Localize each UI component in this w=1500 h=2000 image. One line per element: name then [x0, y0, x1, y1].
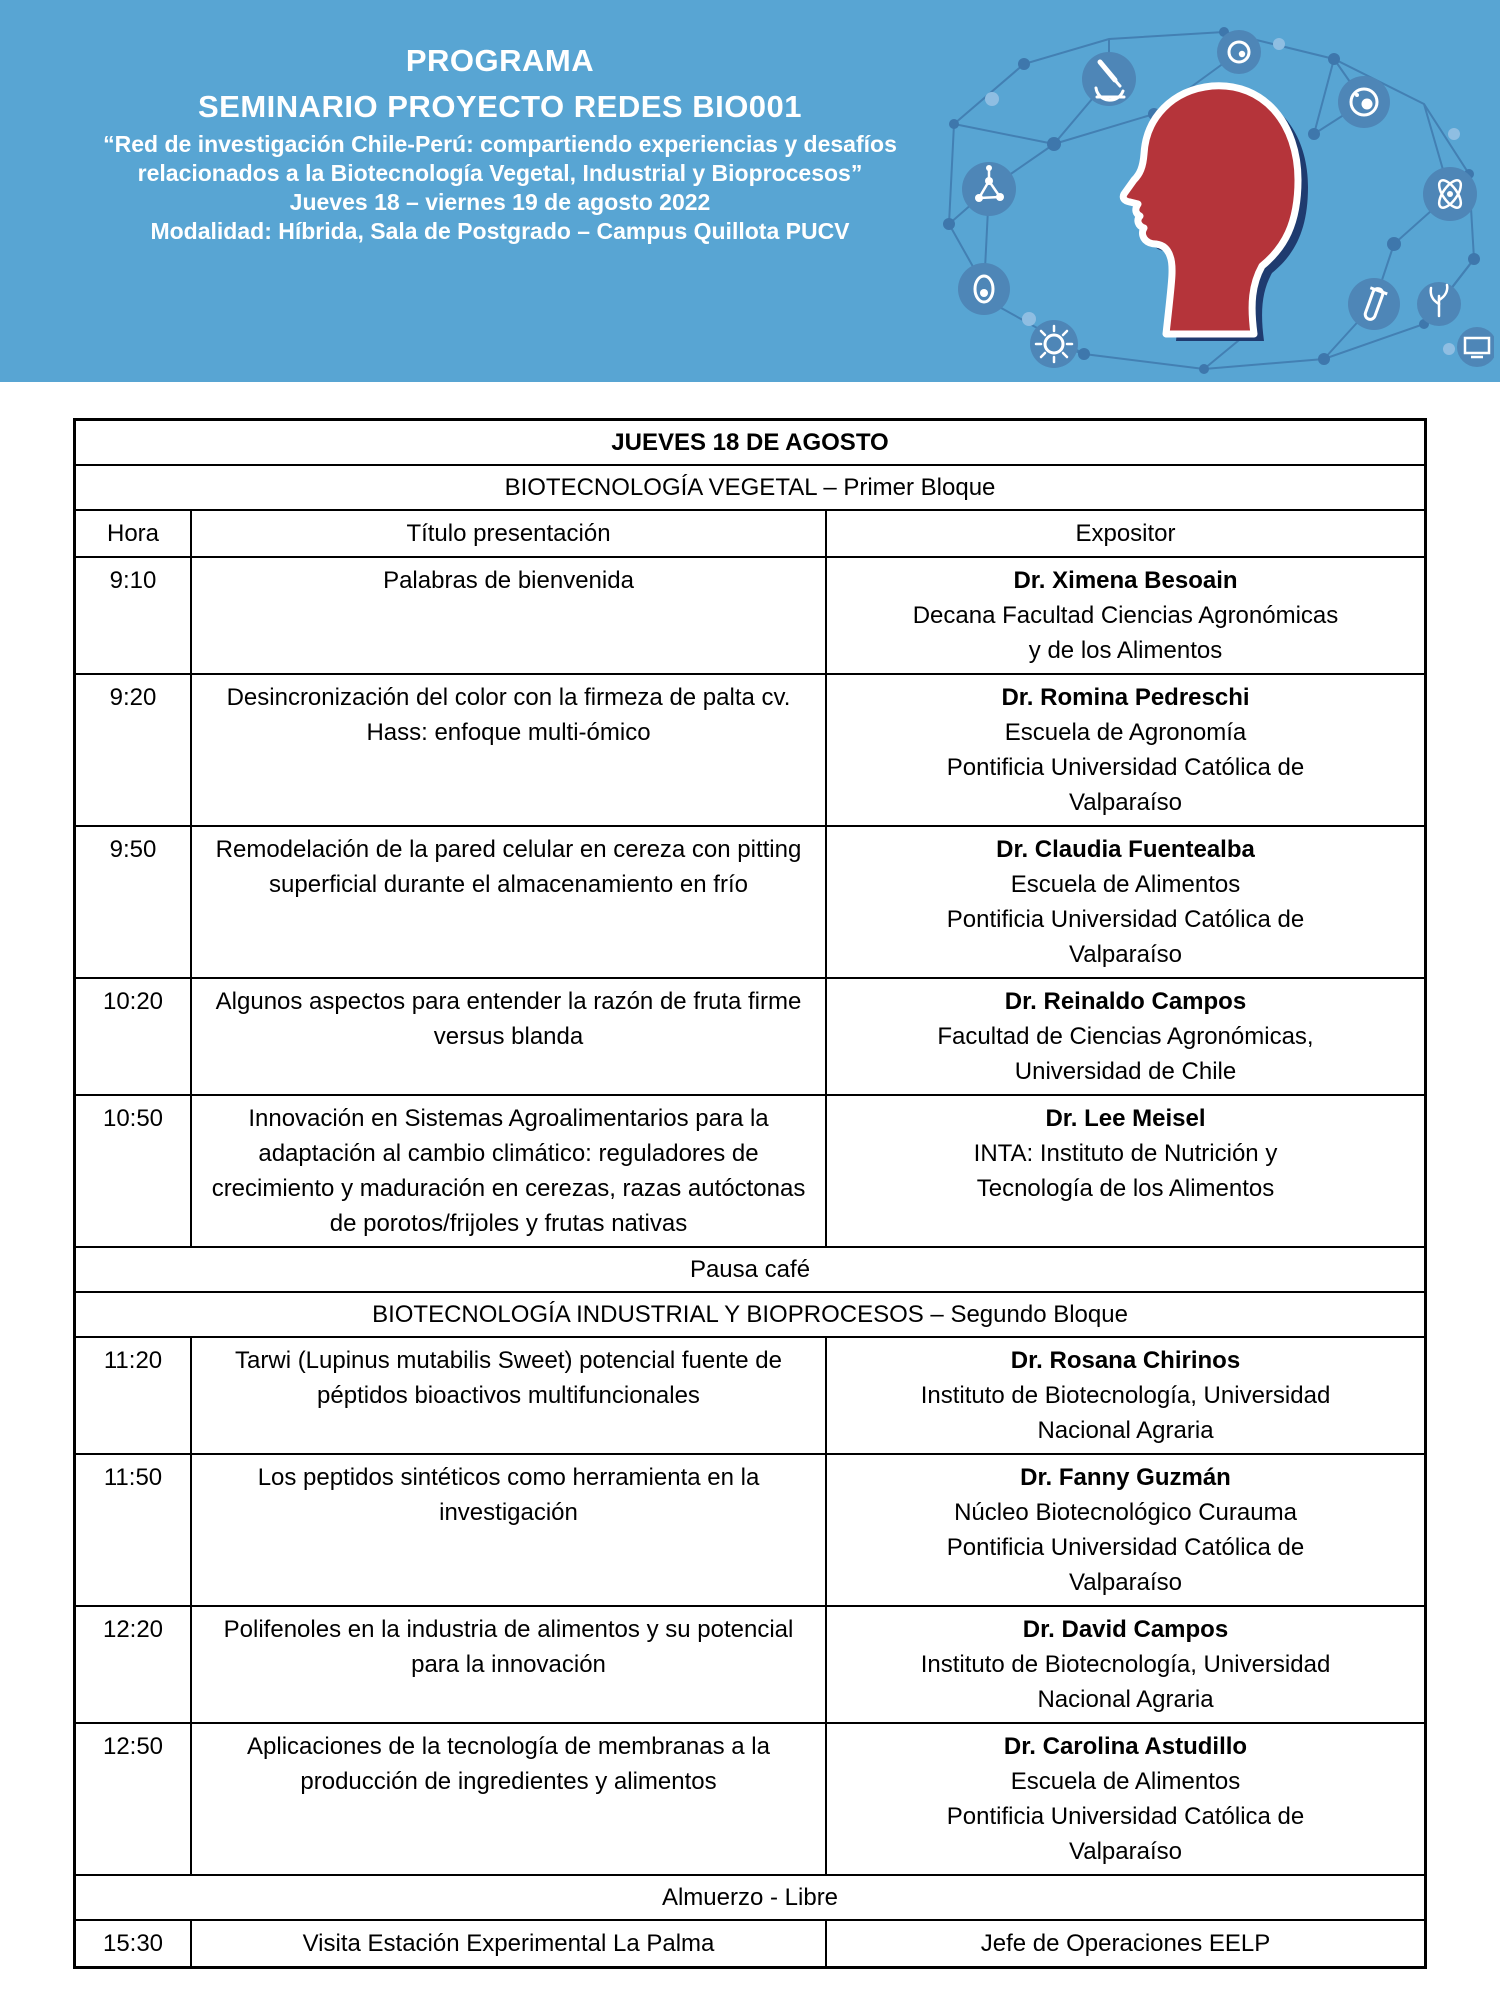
- affiliation-line: Valparaíso: [1069, 789, 1182, 816]
- time-cell: 12:50: [76, 1724, 192, 1874]
- affiliation-line: Facultad de Ciencias Agronómicas,: [937, 1023, 1314, 1050]
- affiliation-line: Pontificia Universidad Católica de: [946, 1534, 1305, 1561]
- column-header-hora: Hora: [76, 511, 192, 556]
- affiliation-line: Tecnología de los Alimentos: [976, 1175, 1275, 1202]
- title-cell: [192, 979, 827, 1094]
- title-line: Aplicaciones de la tecnología de membranas a la: [247, 1733, 770, 1760]
- affiliation-line: Decana Facultad Ciencias Agronómicas: [912, 602, 1339, 629]
- title-line: Remodelación de la pared celular en cereza con pitting: [215, 836, 802, 863]
- speaker-cell: [827, 979, 1424, 1094]
- title-line: Hass: enfoque multi-ómico: [366, 719, 651, 746]
- column-headers-row: [76, 509, 1424, 556]
- affiliation-line: Jefe de Operaciones EELP: [980, 1930, 1271, 1957]
- time-cell: 9:20: [76, 675, 192, 825]
- session-row: [76, 1094, 1424, 1246]
- title-cell: [192, 1338, 827, 1453]
- session-row: [76, 1336, 1424, 1453]
- plant-sprig-icon: [1417, 282, 1461, 326]
- time-cell: 12:20: [76, 1607, 192, 1722]
- affiliation-line: Universidad de Chile: [1014, 1058, 1237, 1085]
- head-face: [1123, 86, 1298, 334]
- affiliation-line: Pontificia Universidad Católica de: [946, 906, 1305, 933]
- time-cell: 11:50: [76, 1455, 192, 1605]
- session-row: [76, 1919, 1424, 1966]
- speaker-cell: [827, 1455, 1424, 1605]
- speaker-cell: [827, 1096, 1424, 1246]
- title-banner: [0, 0, 1500, 382]
- title-line: investigación: [439, 1499, 578, 1526]
- nucleus-cell-icon: [1338, 76, 1390, 128]
- time-cell: 10:20: [76, 979, 192, 1094]
- affiliation-line: Nacional Agraria: [1037, 1686, 1214, 1713]
- title-cell: [192, 1724, 827, 1874]
- seminar-title: SEMINARIO PROYECTO REDES BIO001: [197, 89, 803, 124]
- speaker-cell: [827, 675, 1424, 825]
- session-row: [76, 556, 1424, 673]
- avocado-icon: [958, 263, 1010, 315]
- speaker-cell: [827, 1607, 1424, 1722]
- session-row: [76, 673, 1424, 825]
- affiliation-line: Núcleo Biotecnológico Curauma: [954, 1499, 1297, 1526]
- speaker-name: Dr. David Campos: [1022, 1616, 1229, 1643]
- affiliation-line: Nacional Agraria: [1037, 1417, 1214, 1444]
- affiliation-line: Valparaíso: [1069, 941, 1182, 968]
- title-line: para la innovación: [411, 1651, 606, 1678]
- time-cell: 11:20: [76, 1338, 192, 1453]
- block-header-2: BIOTECNOLOGÍA INDUSTRIAL Y BIOPROCESOS – Segundo Bloque: [76, 1291, 1424, 1336]
- title-line: Desincronización del color con la firmeza de palta cv.: [226, 684, 791, 711]
- title-cell: [192, 558, 827, 673]
- session-row: [76, 1605, 1424, 1722]
- affiliation-line: y de los Alimentos: [1028, 637, 1223, 664]
- affiliation-line: Escuela de Agronomía: [1004, 719, 1247, 746]
- session-row: [76, 977, 1424, 1094]
- affiliation-line: Valparaíso: [1069, 1569, 1182, 1596]
- title-cell: [192, 675, 827, 825]
- title-line: Palabras de bienvenida: [383, 567, 634, 594]
- computer-icon: [1457, 327, 1494, 367]
- title-line: Los peptidos sintéticos como herramienta en la: [257, 1464, 760, 1491]
- speaker-cell: [827, 1724, 1424, 1874]
- time-cell: 9:10: [76, 558, 192, 673]
- title-line: Visita Estación Experimental La Palma: [302, 1930, 715, 1957]
- affiliation-line: INTA: Instituto de Nutrición y: [973, 1140, 1278, 1167]
- block-header-1: BIOTECNOLOGÍA VEGETAL – Primer Bloque: [76, 464, 1424, 509]
- speaker-name: Dr. Romina Pedreschi: [1001, 684, 1250, 711]
- subtitle-line-2: relacionados a la Biotecnología Vegetal, Industrial y Bioprocesos”: [137, 160, 863, 186]
- speaker-cell: [827, 827, 1424, 977]
- affiliation-line: Instituto de Biotecnología, Universidad: [920, 1651, 1331, 1678]
- speaker-name: Dr. Ximena Besoain: [1013, 567, 1238, 594]
- day-header: JUEVES 18 DE AGOSTO: [611, 429, 889, 456]
- time-cell: 9:50: [76, 827, 192, 977]
- speaker-name: Dr. Fanny Guzmán: [1020, 1464, 1231, 1491]
- affiliation-line: Valparaíso: [1069, 1838, 1182, 1865]
- speaker-name: Dr. Rosana Chirinos: [1010, 1347, 1241, 1374]
- lunch-break: Almuerzo - Libre: [76, 1874, 1424, 1919]
- affiliation-line: Instituto de Biotecnología, Universidad: [920, 1382, 1331, 1409]
- subtitle-line-1: “Red de investigación Chile-Perú: compartiendo experiencias y desafíos: [103, 131, 897, 157]
- petri-cell-icon: [1217, 30, 1261, 74]
- title-line: Algunos aspectos para entender la razón de fruta firme: [215, 988, 802, 1015]
- title-line: adaptación al cambio climático: reguladores de: [258, 1140, 759, 1167]
- title-line: péptidos bioactivos multifuncionales: [317, 1382, 700, 1409]
- dates-line: Jueves 18 – viernes 19 de agosto 2022: [289, 189, 711, 215]
- speaker-cell: [827, 558, 1424, 673]
- microscope-icon: [1082, 52, 1136, 106]
- affiliation-line: Pontificia Universidad Católica de: [946, 1803, 1305, 1830]
- coffee-break: Pausa café: [76, 1246, 1424, 1291]
- title-line: crecimiento y maduración en cerezas, razas autóctonas: [211, 1175, 806, 1202]
- title-line: superficial durante el almacenamiento en frío: [269, 871, 748, 898]
- time-cell: 10:50: [76, 1096, 192, 1246]
- column-header-expositor: Expositor: [1075, 520, 1176, 547]
- affiliation-line: Escuela de Alimentos: [1010, 1768, 1241, 1795]
- title-cell: [192, 1096, 827, 1246]
- banner-text-block: [0, 38, 1000, 246]
- time-cell: 15:30: [76, 1921, 192, 1966]
- title-line: de porotos/frijoles y frutas nativas: [329, 1210, 688, 1237]
- session-row: [76, 1453, 1424, 1605]
- science-network-logo: [894, 4, 1494, 376]
- title-line: Polifenoles en la industria de alimentos y su potencial: [223, 1616, 794, 1643]
- speaker-name: Dr. Carolina Astudillo: [1003, 1733, 1248, 1760]
- speaker-cell: [827, 1921, 1424, 1966]
- speaker-cell: [827, 1338, 1424, 1453]
- speaker-name: Dr. Lee Meisel: [1045, 1105, 1206, 1132]
- program-title: PROGRAMA: [405, 43, 595, 78]
- test-tube-icon: [1348, 278, 1400, 330]
- head-silhouette: [1123, 86, 1308, 341]
- title-line: versus blanda: [433, 1023, 584, 1050]
- title-line: Innovación en Sistemas Agroalimentarios para la: [248, 1105, 769, 1132]
- modality-line: Modalidad: Híbrida, Sala de Postgrado – Campus Quillota PUCV: [150, 218, 850, 244]
- speaker-name: Dr. Claudia Fuentealba: [996, 836, 1255, 863]
- speaker-name: Dr. Reinaldo Campos: [1004, 988, 1247, 1015]
- atom-icon: [1423, 167, 1477, 221]
- virus-icon: [1030, 320, 1078, 368]
- molecule-icon: [962, 162, 1016, 216]
- column-header-titulo: Título presentación: [192, 511, 827, 556]
- affiliation-line: Escuela de Alimentos: [1010, 871, 1241, 898]
- session-row: [76, 825, 1424, 977]
- title-cell: [192, 1921, 827, 1966]
- title-cell: [192, 1455, 827, 1605]
- schedule-table: [73, 418, 1427, 1969]
- affiliation-line: Pontificia Universidad Católica de: [946, 754, 1305, 781]
- session-row: [76, 1722, 1424, 1874]
- title-line: Tarwi (Lupinus mutabilis Sweet) potencial fuente de: [235, 1347, 782, 1374]
- title-cell: [192, 827, 827, 977]
- title-cell: [192, 1607, 827, 1722]
- title-line: producción de ingredientes y alimentos: [300, 1768, 717, 1795]
